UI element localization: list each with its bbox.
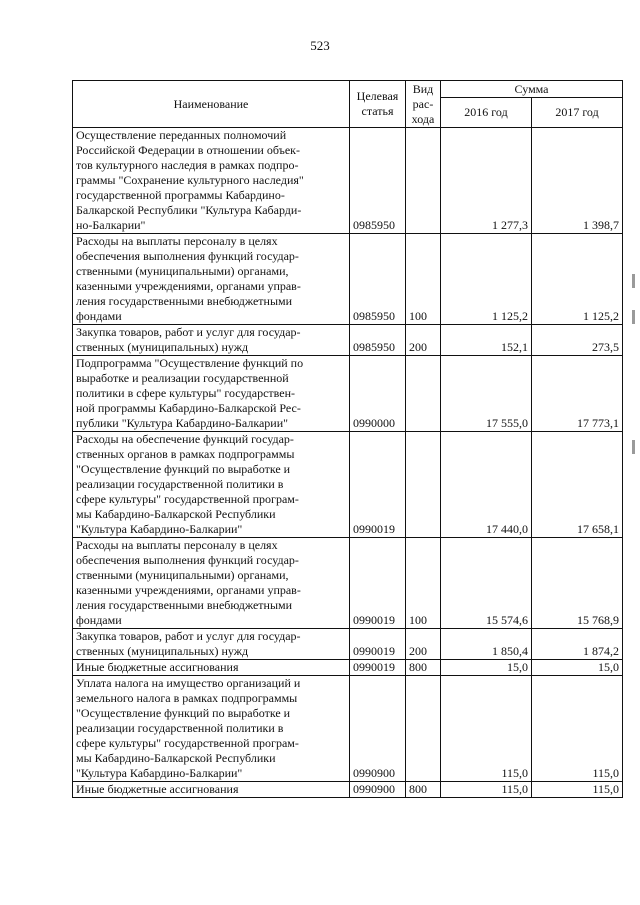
row-name bbox=[73, 432, 350, 538]
row-name-line: Расходы на выплаты персоналу в целях bbox=[76, 538, 278, 552]
row-name bbox=[73, 782, 350, 798]
row-sum-2016: 17 440,0 bbox=[441, 432, 532, 538]
row-name-line: Балкарской Республики "Культура Кабарди- bbox=[76, 203, 302, 217]
row-name-line: ной программы Кабардино-Балкарской Рес- bbox=[76, 401, 301, 415]
row-name-line: казенными учреждениями, органами управ- bbox=[76, 583, 301, 597]
row-expense-kind: 100 bbox=[406, 234, 441, 325]
header-sum: Сумма bbox=[441, 81, 623, 98]
row-sum-2016: 15 574,6 bbox=[441, 538, 532, 629]
row-expense-kind: 800 bbox=[406, 782, 441, 798]
table-row bbox=[73, 325, 623, 356]
row-name-line: мы Кабардино-Балкарской Республики bbox=[76, 507, 276, 521]
row-sum-2017: 115,0 bbox=[532, 782, 623, 798]
row-name bbox=[73, 356, 350, 432]
row-sum-2017: 17 773,1 bbox=[532, 356, 623, 432]
row-expense-kind: 800 bbox=[406, 660, 441, 676]
header-target-article-line: статья bbox=[361, 104, 394, 118]
header-year-2017: 2017 год bbox=[532, 98, 623, 128]
row-target-article: 0985950 bbox=[350, 325, 406, 356]
row-name-line: сфере культуры" государственной програм- bbox=[76, 492, 299, 506]
scan-edge-mark bbox=[632, 440, 635, 454]
table-header bbox=[73, 81, 623, 128]
row-name-line: публики "Культура Кабардино-Балкарии" bbox=[76, 416, 289, 430]
row-name-line: политики в сфере культуры" государствен- bbox=[76, 386, 296, 400]
scan-edge-mark bbox=[632, 274, 635, 288]
row-target-article: 0990019 bbox=[350, 660, 406, 676]
row-sum-2016: 15,0 bbox=[441, 660, 532, 676]
row-name-line: ственными (муниципальными) органами, bbox=[76, 568, 289, 582]
row-name-line: фондами bbox=[76, 613, 122, 627]
row-name-line: Иные бюджетные ассигнования bbox=[76, 660, 239, 674]
table-row bbox=[73, 676, 623, 782]
row-sum-2016: 17 555,0 bbox=[441, 356, 532, 432]
row-name-line: выработке и реализации государственной bbox=[76, 371, 289, 385]
row-sum-2017: 273,5 bbox=[532, 325, 623, 356]
row-name-line: Иные бюджетные ассигнования bbox=[76, 782, 239, 796]
row-name bbox=[73, 234, 350, 325]
row-target-article: 0990900 bbox=[350, 782, 406, 798]
table-row bbox=[73, 128, 623, 234]
row-target-article: 0990019 bbox=[350, 538, 406, 629]
row-name-line: обеспечения выполнения функций государ- bbox=[76, 249, 299, 263]
row-name-line: казенными учреждениями, органами управ- bbox=[76, 279, 301, 293]
row-expense-kind: 200 bbox=[406, 629, 441, 660]
table-row bbox=[73, 538, 623, 629]
row-name-line: земельного налога в рамках подпрограммы bbox=[76, 691, 298, 705]
row-expense-kind bbox=[406, 128, 441, 234]
row-name-line: Подпрограмма "Осуществление функций по bbox=[76, 356, 304, 370]
table-row bbox=[73, 432, 623, 538]
row-name bbox=[73, 676, 350, 782]
budget-table bbox=[72, 80, 623, 798]
row-expense-kind: 200 bbox=[406, 325, 441, 356]
row-name-line: реализации государственной политики в bbox=[76, 721, 284, 735]
header-expense-kind-line: рас- bbox=[412, 96, 434, 111]
row-name bbox=[73, 538, 350, 629]
row-target-article: 0990900 bbox=[350, 676, 406, 782]
table-row bbox=[73, 782, 623, 798]
row-name-line: Осуществление переданных полномочий bbox=[76, 128, 287, 142]
header-expense-kind-line: хода bbox=[411, 111, 435, 126]
row-name-line: "Осуществление функций по выработке и bbox=[76, 706, 291, 720]
header-name: Наименование bbox=[73, 81, 350, 128]
row-name bbox=[73, 128, 350, 234]
header-target-article bbox=[350, 81, 406, 128]
row-name-line: "Осуществление функций по выработке и bbox=[76, 462, 291, 476]
row-name-line: государственной программы Кабардино- bbox=[76, 188, 285, 202]
row-sum-2017: 1 874,2 bbox=[532, 629, 623, 660]
row-sum-2017: 15,0 bbox=[532, 660, 623, 676]
row-target-article: 0990000 bbox=[350, 356, 406, 432]
row-sum-2017: 1 398,7 bbox=[532, 128, 623, 234]
table-row bbox=[73, 356, 623, 432]
row-name-line: ственных (муниципальных) нужд bbox=[76, 340, 249, 354]
row-name-line: Закупка товаров, работ и услуг для государ- bbox=[76, 629, 301, 643]
row-sum-2016: 115,0 bbox=[441, 782, 532, 798]
row-name-line: фондами bbox=[76, 309, 122, 323]
row-name-line: ственных органов в рамках подпрограммы bbox=[76, 447, 295, 461]
header-expense-kind bbox=[406, 81, 441, 128]
row-name-line: тов культурного наследия в рамках подпро- bbox=[76, 158, 299, 172]
table-row bbox=[73, 234, 623, 325]
row-name bbox=[73, 660, 350, 676]
header-year-2016: 2016 год bbox=[441, 98, 532, 128]
row-name-line: Расходы на обеспечение функций государ- bbox=[76, 432, 294, 446]
row-target-article: 0990019 bbox=[350, 629, 406, 660]
row-expense-kind: 100 bbox=[406, 538, 441, 629]
header-target-article-line: Целевая bbox=[356, 89, 399, 103]
table-row bbox=[73, 629, 623, 660]
row-expense-kind bbox=[406, 356, 441, 432]
row-sum-2017: 115,0 bbox=[532, 676, 623, 782]
row-expense-kind bbox=[406, 432, 441, 538]
row-sum-2016: 1 125,2 bbox=[441, 234, 532, 325]
row-name-line: ления государственными внебюджетными bbox=[76, 294, 293, 308]
row-sum-2017: 17 658,1 bbox=[532, 432, 623, 538]
row-target-article: 0985950 bbox=[350, 128, 406, 234]
table-row bbox=[73, 660, 623, 676]
row-name-line: ления государственными внебюджетными bbox=[76, 598, 293, 612]
row-name-line: ственными (муниципальными) органами, bbox=[76, 264, 289, 278]
page-number: 523 bbox=[310, 38, 330, 53]
row-name-line: Расходы на выплаты персоналу в целях bbox=[76, 234, 278, 248]
table-body bbox=[73, 128, 623, 798]
row-name-line: но-Балкарии" bbox=[76, 218, 146, 232]
row-sum-2017: 15 768,9 bbox=[532, 538, 623, 629]
row-expense-kind bbox=[406, 676, 441, 782]
row-name-line: "Культура Кабардино-Балкарии" bbox=[76, 766, 243, 780]
row-name-line: ственных (муниципальных) нужд bbox=[76, 644, 249, 658]
row-sum-2016: 152,1 bbox=[441, 325, 532, 356]
row-sum-2017: 1 125,2 bbox=[532, 234, 623, 325]
row-name-line: Уплата налога на имущество организаций и bbox=[76, 676, 301, 690]
row-name bbox=[73, 325, 350, 356]
row-name bbox=[73, 629, 350, 660]
row-name-line: реализации государственной политики в bbox=[76, 477, 284, 491]
row-sum-2016: 1 277,3 bbox=[441, 128, 532, 234]
row-name-line: обеспечения выполнения функций государ- bbox=[76, 553, 299, 567]
row-sum-2016: 1 850,4 bbox=[441, 629, 532, 660]
row-name-line: "Культура Кабардино-Балкарии" bbox=[76, 522, 243, 536]
row-sum-2016: 115,0 bbox=[441, 676, 532, 782]
row-name-line: мы Кабардино-Балкарской Республики bbox=[76, 751, 276, 765]
row-name-line: сфере культуры" государственной програм- bbox=[76, 736, 299, 750]
scan-edge-mark bbox=[632, 310, 635, 324]
row-target-article: 0985950 bbox=[350, 234, 406, 325]
header-expense-kind-line: Вид bbox=[412, 81, 434, 96]
row-name-line: граммы "Сохранение культурного наследия" bbox=[76, 173, 304, 187]
row-target-article: 0990019 bbox=[350, 432, 406, 538]
row-name-line: Российской Федерации в отношении объек- bbox=[76, 143, 300, 157]
row-name-line: Закупка товаров, работ и услуг для государ- bbox=[76, 325, 301, 339]
